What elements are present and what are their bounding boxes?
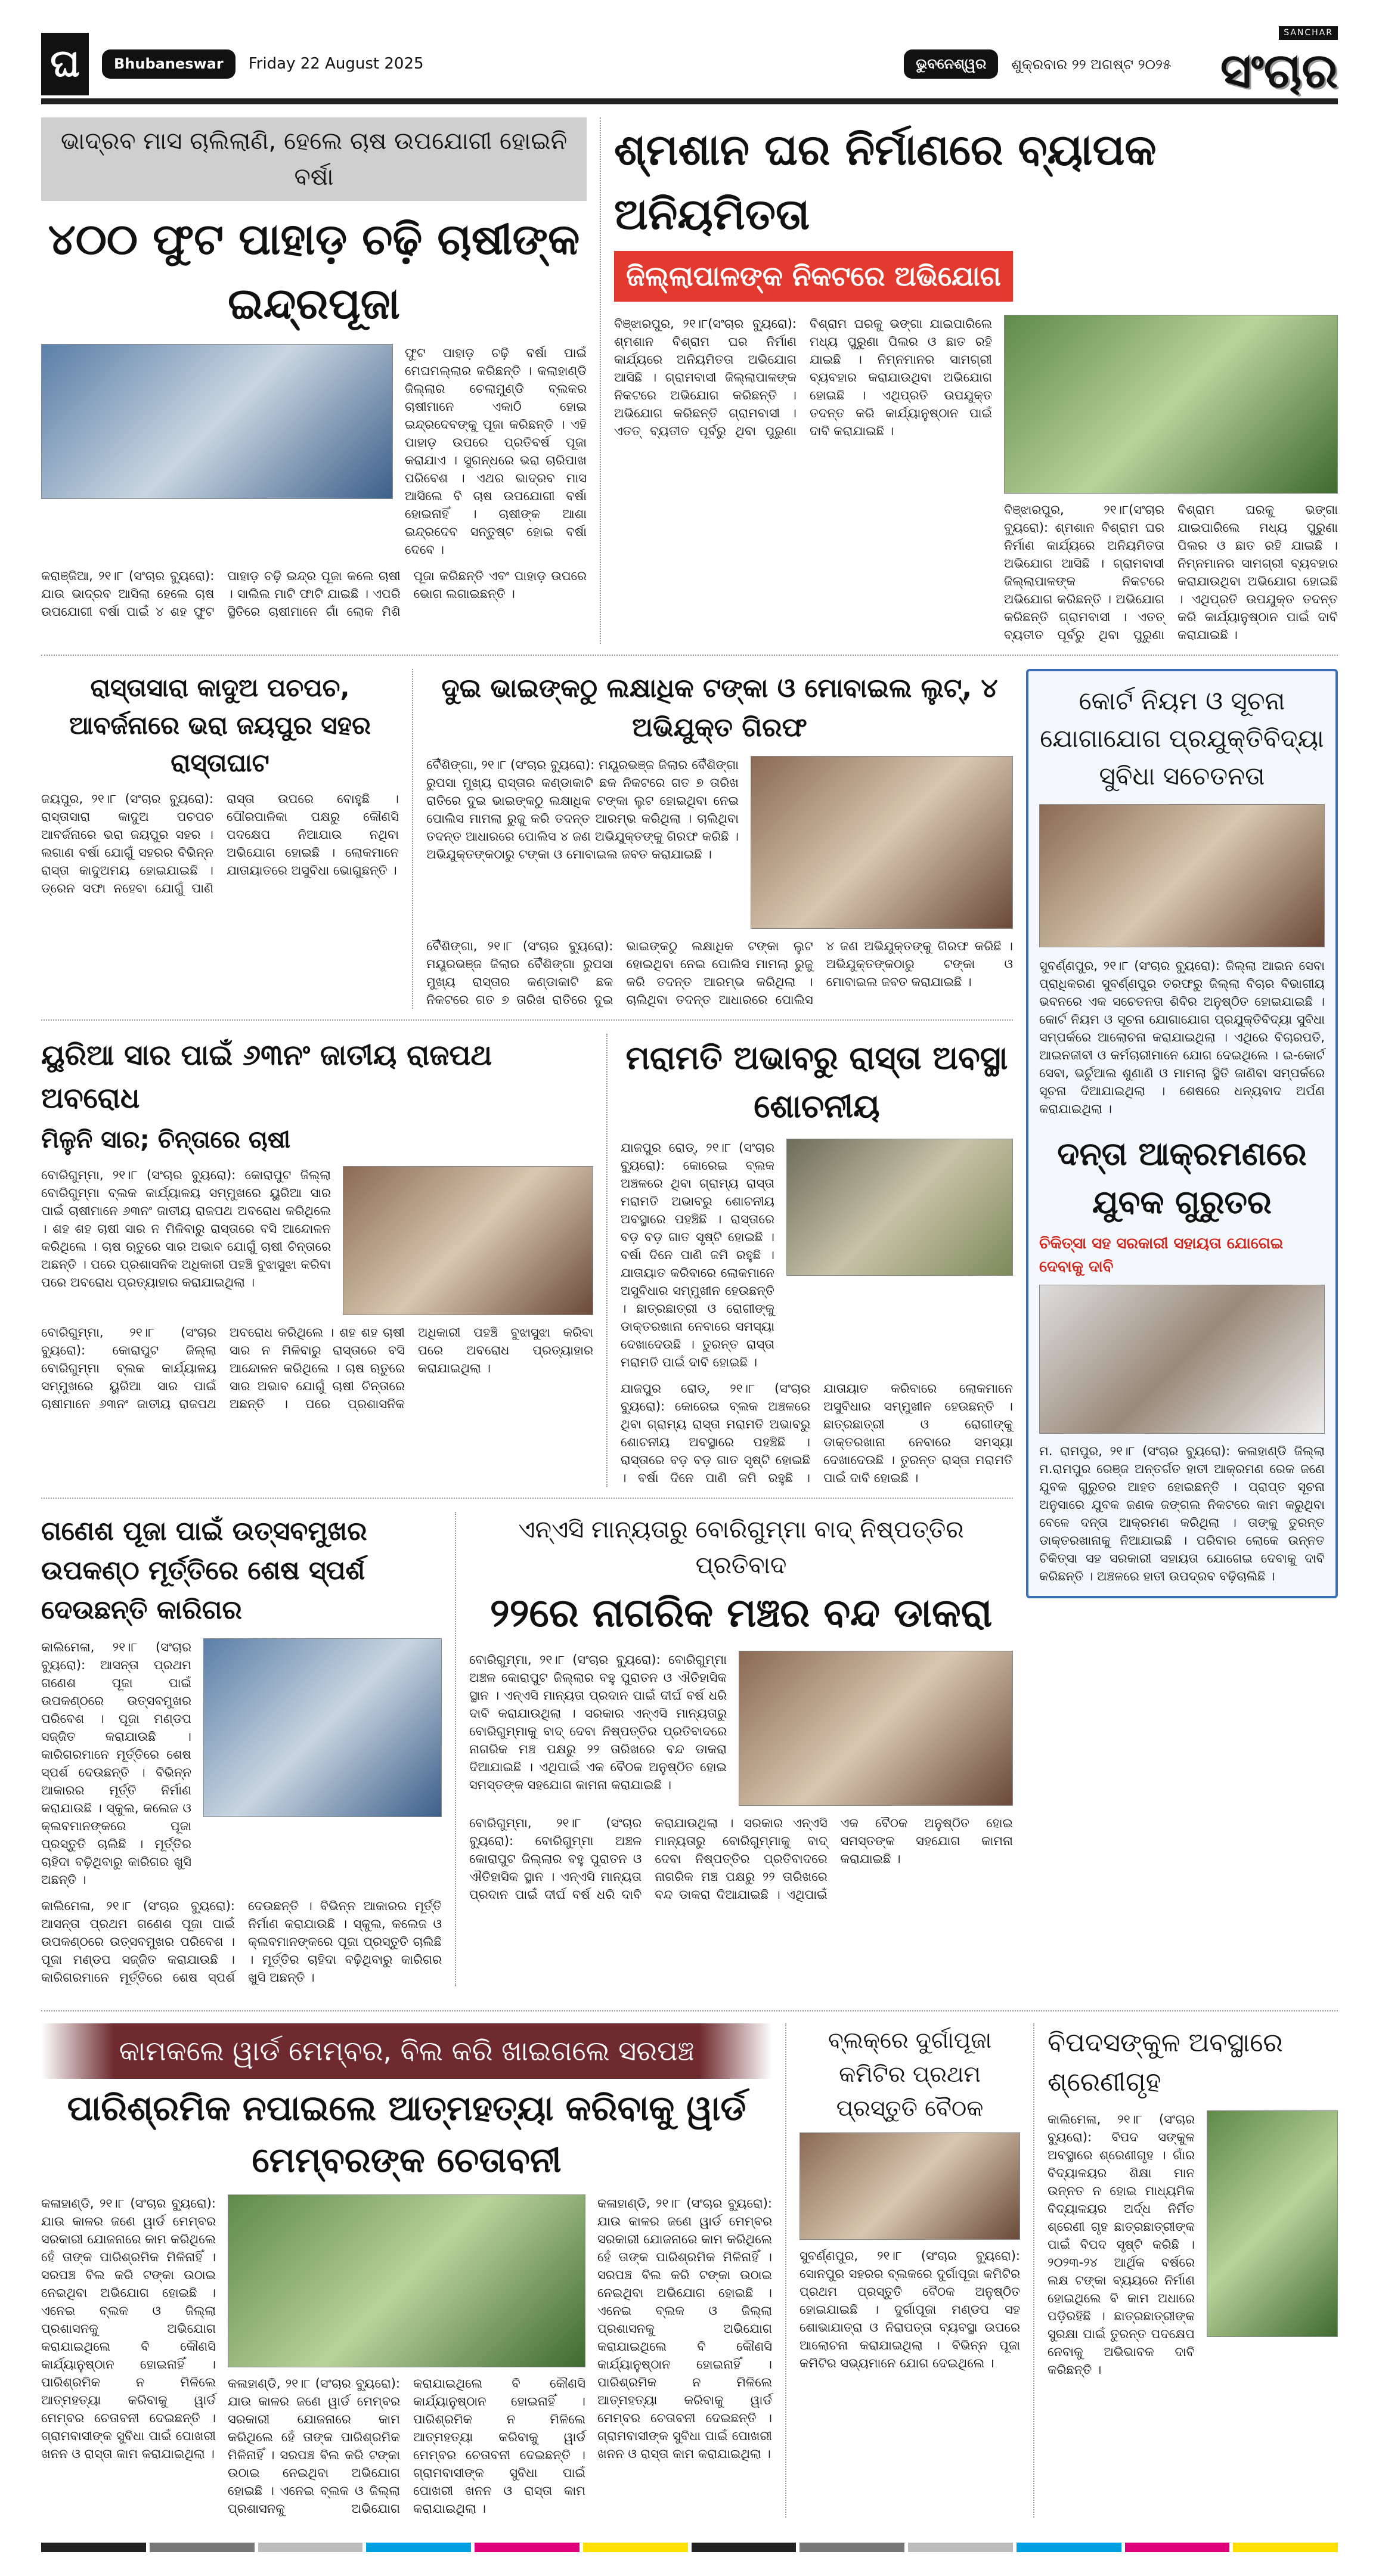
- row-2: [41, 669, 1013, 1021]
- story-ganesh: [41, 1512, 442, 1986]
- story-body: ବିଞ୍ଝାରପୁର, ୨୧।୮(ସଂଚାର ବ୍ୟୁରୋ): ଶ୍ମଶାନ ବିଶ୍ରାମ ଘର ନିର୍ମାଣ କାର୍ଯ୍ୟରେ ଅନିୟମିତତା ଅଭିଯୋଗ ଆସିଛି । ଗ୍ରାମବାସୀ ଜିଲ୍ଲାପାଳଙ୍କ ନିକଟରେ ଅଭିଯୋଗ କରିଛନ୍ତି । ଅଭିଯୋଗ କରିଛନ୍ତି ଗ୍ରାମବାସୀ । ଏତତ୍ ବ୍ୟତୀତ ପୂର୍ବରୁ ଥିବା ପୁରୁଣା ବିଶ୍ରାମ ଘରକୁ ଭଙ୍ଗା ଯାଇପାରିଲେ ମଧ୍ୟ ପୁରୁଣା ପିଲର ଓ ଛାତ ରହି ଯାଇଛି । ନିମ୍ନମାନର ସାମଗ୍ରୀ ବ୍ୟବହାର କରାଯାଉଥିବା ଅଭିଯୋଗ ହୋଇଛି । ଏଥିପ୍ରତି ଉପଯୁକ୍ତ ତଦନ୍ତ କରି କାର୍ଯ୍ୟାନୁଷ୍ଠାନ ପାଇଁ ଦାବି କରାଯାଇଛି ।: [614, 317, 992, 438]
- court-awareness-photo: [1039, 804, 1325, 947]
- middle-section: [41, 656, 1338, 1997]
- ganesh-idol-photo: [203, 1638, 442, 1817]
- story-body: ଯାଜପୁର ରୋଡ୍, ୨୧।୮ (ସଂଚାର ବ୍ୟୁରୋ): କୋରେଇ ବ୍ଲକ ଅଞ୍ଚଳରେ ଥିବା ଗ୍ରାମ୍ୟ ରାସ୍ତା ମରାମତି ଅଭାବରୁ ଶୋଚନୀୟ ଅବସ୍ଥାରେ ପହଞ୍ଚିଛି । ରାସ୍ତାରେ ବଡ଼ ବଡ଼ ଗାତ ସୃଷ୍ଟି ହୋଇଛି । ବର୍ଷା ଦିନେ ପାଣି ଜମି ରହୁଛି । ଯାତାୟାତ କରିବାରେ ଲୋକମାନେ ଅସୁବିଧାର ସମ୍ମୁଖୀନ ହେଉଛନ୍ତି । ଛାତ୍ରଛାତ୍ରୀ ଓ ରୋଗୀଙ୍କୁ ଡାକ୍ତରଖାନା ନେବାରେ ସମସ୍ୟା ଦେଖାଦେଉଛି । ତୁରନ୍ତ ରାସ୍ତା ମରାମତି ପାଇଁ ଦାବି ହୋଇଛି ।: [621, 1140, 774, 1369]
- kicker: ଭାଦ୍ରବ ମାସ ଚାଲିଲାଣି, ହେଲେ ଚାଷ ଉପଯୋଗୀ ହୋଇନି ବର୍ଷା: [41, 117, 587, 201]
- subhead: ଚିକିତ୍ସା ସହ ସରକାରୀ ସହାୟତା ଯୋଗେଇ ଦେବାକୁ ଦାବି: [1039, 1235, 1284, 1276]
- masthead: [41, 27, 1338, 104]
- story-body: ସୁବର୍ଣ୍ଣପୁର, ୨୧।୮ (ସଂଚାର ବ୍ୟୁରୋ): ସୋନପୁର ସହରର ବ୍ଲକରେ ଦୁର୍ଗାପୂଜା କମିଟିର ପ୍ରଥମ ପ୍ରସ୍ତୁତି ବୈଠକ ଅନୁଷ୍ଠିତ ହୋଇଯାଇଛି । ଦୁର୍ଗାପୂଜା ମଣ୍ଡପ ସହ ଶୋଭାଯାତ୍ରା ଓ ନିରାପତ୍ତା ବ୍ୟବସ୍ଥା ଉପରେ ଆଲୋଚନା କରାଯାଇଥିଲା । ବିଭିନ୍ନ ପୂଜା କମିଟିର ସଭ୍ୟମାନେ ଯୋଗ ଦେଇଥିଲେ ।: [799, 2249, 1020, 2370]
- story-body: ଫୁଟ ପାହାଡ଼ ଚଢ଼ି ବର୍ଷା ପାଇଁ ମେଘମଲ୍ଲାର କରିଛନ୍ତି । କଲାହାଣ୍ଡି ଜିଲ୍ଲାର ଚେଲାମୁଣ୍ଡି ବ୍ଲକର ଚାଷୀମାନେ ଏକାଠି ହୋଇ ଇନ୍ଦ୍ରଦେବଙ୍କୁ ପୂଜା କରିଛନ୍ତି । ଏହି ପାହାଡ଼ ଉପରେ ପ୍ରତିବର୍ଷ ପୂଜା କରାଯାଏ । ସୁଗନ୍ଧରେ ଭରା ଚାରିପାଖ ପରିବେଶ । ଏଥର ଭାଦ୍ରବ ମାସ ଆସିଲେ ବି ଚାଷ ଉପଯୋଗୀ ବର୍ଷା ହୋଇନାହିଁ । ଚାଷୀଙ୍କ ଆଶା ଇନ୍ଦ୍ରଦେବ ସନ୍ତୁଷ୍ଟ ହୋଇ ବର୍ଷା ଦେବେ ।: [405, 346, 587, 557]
- crematorium-photo: [1004, 315, 1338, 494]
- logo-block: [1220, 26, 1338, 103]
- police-arrest-photo: [751, 756, 1013, 929]
- date-en: Friday 22 August 2025: [248, 55, 424, 73]
- story-durga: [785, 2023, 1020, 2518]
- story-loot: [412, 669, 1013, 1009]
- story-road: [606, 1034, 1013, 1487]
- headline: ପାରିଶ୍ରମିକ ନପାଇଲେ ଆତ୍ମହତ୍ୟା କରିବାକୁ ୱାର୍ଡ ମେମ୍ବରଙ୍କ ଚେତାବନୀ: [67, 2088, 746, 2180]
- pond-photo: [228, 2194, 585, 2367]
- kicker: କାମକଲେ ୱାର୍ଡ ମେମ୍ବର, ବିଲ କରି ଖାଇଗଲେ ସରପଞ୍ଚ: [41, 2023, 772, 2079]
- story-nac: [455, 1512, 1013, 1986]
- edition-city-or: ଭୁବନେଶ୍ୱର: [904, 49, 998, 79]
- story-shmashan: [600, 117, 1338, 644]
- story-body: କାଲିମେଳା, ୨୧।୮ (ସଂଚାର ବ୍ୟୁରୋ): ବିପଦ ସଙ୍କୁଳ ଅବସ୍ଥାରେ ଶ୍ରେଣୀଗୃହ । ଗାଁର ବିଦ୍ୟାଳୟର ଶିକ୍ଷା ମାନ ଉନ୍ନତ ନ ହୋଇ ମାଧ୍ୟମିକ ବିଦ୍ୟାଳୟର ଅର୍ଦ୍ଧ ନିର୍ମିତ ଶ୍ରେଣୀ ଗୃହ ଛାତ୍ରଛାତ୍ରୀଙ୍କ ପାଇଁ ବିପଦ ସୃଷ୍ଟି କରିଛି । ୨୦୨୩-୨୪ ଆର୍ଥିକ ବର୍ଷରେ ଲକ୍ଷ ଟଙ୍କା ବ୍ୟୟରେ ନିର୍ମାଣ ହୋଇଥିଲେ ବି କାମ ଅଧାରେ ପଡ଼ିରହିଛି । ଛାତ୍ରଛାତ୍ରୀଙ୍କ ସୁରକ୍ଷା ପାଇଁ ତୁରନ୍ତ ପଦକ୍ଷେପ ନେବାକୁ ଅଭିଭାବକ ଦାବି କରିଛନ୍ତି ।: [1048, 2112, 1195, 2377]
- story-body: ବୈଁଶିଙ୍ଗା, ୨୧।୮ (ସଂଚାର ବ୍ୟୁରୋ): ମୟୂରଭଞ୍ଜ ଜିଲାର ବୈଁଶିଙ୍ଗା ରୁପସା ମୁଖ୍ୟ ରାସ୍ତାର କଣ୍ଡାକାଟି ଛକ ନିକଟରେ ଗତ ୭ ତାରିଖ ରାତିରେ ଦୁଇ ଭାଇଙ୍କଠୁ ଲକ୍ଷାଧିକ ଟଙ୍କା ଲୁଟ ହୋଇଥିବା ନେଇ ପୋଲିସ ମାମଲା ରୁଜୁ କରି ତଦନ୍ତ ଆରମ୍ଭ କରିଥିଲା । ଚାଲିଥିବା ତଦନ୍ତ ଆଧାରରେ ପୋଲିସ ୪ ଜଣ ଅଭିଯୁକ୍ତଙ୍କୁ ଗିରଫ କରିଛି । ଅଭିଯୁକ୍ତଙ୍କଠାରୁ ଟଙ୍କା ଓ ମୋବାଇଲ ଜବତ କରାଯାଇଛି ।: [426, 939, 1013, 1007]
- subhead: ଜିଲ୍ଲାପାଳଙ୍କ ନିକଟରେ ଅଭିଯୋଗ: [614, 251, 1013, 302]
- story-body: କାଲିମେଳା, ୨୧।୮ (ସଂଚାର ବ୍ୟୁରୋ): ଆସନ୍ତା ପ୍ରଥମ ଗଣେଶ ପୂଜା ପାଇଁ ଉପକଣ୍ଠରେ ଉତ୍ସବମୁଖର ପରିବେଶ । ପୂଜା ମଣ୍ଡପ ସଜ୍ଜିତ କରାଯାଉଛି । କାରିଗରମାନେ ମୂର୍ତ୍ତିରେ ଶେଷ ସ୍ପର୍ଶ ଦେଉଛନ୍ତି । ବିଭିନ୍ନ ଆକାରର ମୂର୍ତ୍ତି ନିର୍ମାଣ କରାଯାଉଛି । ସ୍କୁଲ, କଲେଜ ଓ କ୍ଲବମାନଙ୍କରେ ପୂଜା ପ୍ରସ୍ତୁତି ଚାଲିଛି । ମୂର୍ତ୍ତିର ଚାହିଦା ବଢ଼ିଥିବାରୁ କାରିଗର ଖୁସି ଅଛନ୍ତି ।: [41, 1640, 191, 1887]
- durga-meeting-photo: [799, 2132, 1020, 2240]
- headline: ରାସ୍ତାସାରା କାଦୁଅ ପଚପଚ, ଆବର୍ଜନାରେ ଭରା ଜୟପୁର ସହର ରାସ୍ତାଘାଟ: [69, 673, 371, 777]
- story-urea: [41, 1034, 593, 1487]
- story-body: ବୈଁଶିଙ୍ଗା, ୨୧।୮ (ସଂଚାର ବ୍ୟୁରୋ): ମୟୂରଭଞ୍ଜ ଜିଲାର ବୈଁଶିଙ୍ଗା ରୁପସା ମୁଖ୍ୟ ରାସ୍ତାର କଣ୍ଡାକାଟି ଛକ ନିକଟରେ ଗତ ୭ ତାରିଖ ରାତିରେ ଦୁଇ ଭାଇଙ୍କଠୁ ଲକ୍ଷାଧିକ ଟଙ୍କା ଲୁଟ ହୋଇଥିବା ନେଇ ପୋଲିସ ମାମଲା ରୁଜୁ କରି ତଦନ୍ତ ଆରମ୍ଭ କରିଥିଲା । ଚାଲିଥିବା ତଦନ୍ତ ଆଧାରରେ ପୋଲିସ ୪ ଜଣ ଅଭିଯୁକ୍ତଙ୍କୁ ଗିରଫ କରିଛି । ଅଭିଯୁକ୍ତଙ୍କଠାରୁ ଟଙ୍କା ଓ ମୋବାଇଲ ଜବତ କରାଯାଇଛି ।: [426, 758, 739, 861]
- headline: ୪୦୦ ଫୁଟ ପାହାଡ଼ ଚଢ଼ି ଚାଷୀଙ୍କ ଇନ୍ଦ୍ରପୂଜା: [48, 214, 580, 328]
- headline: ବିପଦସଙ୍କୁଳ ଅବସ୍ଥାରେ ଶ୍ରେଣୀଗୃହ: [1048, 2028, 1283, 2097]
- headline: ଗଣେଶ ପୂଜା ପାଇଁ ଉତ୍ସବମୁଖର ଉପକଣ୍ଠ ମୂର୍ତ୍ତିରେ ଶେଷ ସ୍ପର୍ଶ ଦେଉଛନ୍ତି କାରିଗର: [41, 1516, 367, 1625]
- farmers-puja-photo: [41, 344, 393, 499]
- story-body: ଯାଜପୁର ରୋଡ୍, ୨୧।୮ (ସଂଚାର ବ୍ୟୁରୋ): କୋରେଇ ବ୍ଲକ ଅଞ୍ଚଳରେ ଥିବା ଗ୍ରାମ୍ୟ ରାସ୍ତା ମରାମତି ଅଭାବରୁ ଶୋଚନୀୟ ଅବସ୍ଥାରେ ପହଞ୍ଚିଛି । ରାସ୍ତାରେ ବଡ଼ ବଡ଼ ଗାତ ସୃଷ୍ଟି ହୋଇଛି । ବର୍ଷା ଦିନେ ପାଣି ଜମି ରହୁଛି । ଯାତାୟାତ କରିବାରେ ଲୋକମାନେ ଅସୁବିଧାର ସମ୍ମୁଖୀନ ହେଉଛନ୍ତି । ଛାତ୍ରଛାତ୍ରୀ ଓ ରୋଗୀଙ୍କୁ ଡାକ୍ତରଖାନା ନେବାରେ ସମସ୍ୟା ଦେଖାଦେଉଛି । ତୁରନ୍ତ ରାସ୍ତା ମରାମତି ପାଇଁ ଦାବି ହୋଇଛି ।: [621, 1381, 1013, 1485]
- kicker: ଏନ୍ଏସି ମାନ୍ୟତାରୁ ବୋରିଗୁମ୍ମା ବାଦ୍ ନିଷ୍ପତ୍ତିର ପ୍ରତିବାଦ: [518, 1516, 964, 1579]
- story-indrapuja: [41, 117, 587, 644]
- headline: ବ୍ଲକ୍‌ରେ ଦୁର୍ଗାପୂଜା କମିଟିର ପ୍ରଥମ ପ୍ରସ୍ତୁତି ବୈଠକ: [828, 2027, 992, 2121]
- headline: ଦୁଇ ଭାଇଙ୍କଠୁ ଲକ୍ଷାଧିକ ଟଙ୍କା ଓ ମୋବାଇଲ ଲୁଟ୍, ୪ ଅଭିଯୁକ୍ତ ଗିରଫ: [441, 673, 998, 743]
- sanchar-logo: ସଂଚାର: [1220, 43, 1338, 99]
- story-body: ମ. ରାମପୁର, ୨୧।୮ (ସଂଚାର ବ୍ୟୁରୋ): କଳାହାଣ୍ଡି ଜିଲ୍ଲା ମ.ରାମପୁର ରେଞ୍ଜ ଅନ୍ତର୍ଗତ ହାତୀ ଆକ୍ରମଣ ରେକ ଜଣେ ଯୁବକ ଗୁରୁତର ଆହତ ହୋଇଛନ୍ତି । ପ୍ରାପ୍ତ ସୂଚନା ଅନୁସାରେ ଯୁବକ ଜଣକ ଜଙ୍ଗଲ ନିକଟରେ କାମ କରୁଥିବା ବେଳେ ଦନ୍ତା ଆକ୍ରମଣ କରିଥିଲା । ତାଙ୍କୁ ତୁରନ୍ତ ଡାକ୍ତରଖାନାକୁ ନିଆଯାଇଛି । ପରିବାର ଲୋକେ ଉନ୍ନତ ଚିକିତ୍ସା ସହ ସରକାରୀ ସହାୟତା ଯୋଗେଇ ଦେବାକୁ ଦାବି କରିଛନ୍ତି । ଅଞ୍ଚଳରେ ହାତୀ ଉପଦ୍ରବ ବଢ଼ିଚାଲିଛି ।: [1039, 1444, 1325, 1583]
- road-blockade-photo: [343, 1166, 593, 1315]
- story-ward-member: [41, 2023, 772, 2518]
- headline: ଶ୍ମଶାନ ଘର ନିର୍ମାଣରେ ବ୍ୟାପକ ଅନିୟମିତତା: [614, 125, 1157, 239]
- story-body: ବୋରିଗୁମ୍ମା, ୨୧।୮ (ସଂଚାର ବ୍ୟୁରୋ): କୋରାପୁଟ ଜିଲ୍ଲା ବୋରିଗୁମ୍ମା ବ୍ଲକ କାର୍ଯ୍ୟାଳୟ ସମ୍ମୁଖରେ ୟୁରିଆ ସାର ପାଇଁ ଚାଷୀମାନେ ୬୩ନଂ ଜାତୀୟ ରାଜପଥ ଅବରୋଧ କରିଥିଲେ । ଶହ ଶହ ଚାଷୀ ସାର ନ ମିଳିବାରୁ ରାସ୍ତାରେ ବସି ଆନ୍ଦୋଳନ କରିଥିଲେ । ଚାଷ ଋତୁରେ ସାର ଅଭାବ ଯୋଗୁଁ ଚାଷୀ ଚିନ୍ତାରେ ଅଛନ୍ତି । ପରେ ପ୍ରଶାସନିକ ଅଧିକାରୀ ପହଞ୍ଚି ବୁଝାସୁଝା କରିବା ପରେ ଅବରୋଧ ପ୍ରତ୍ୟାହାର କରାଯାଇଥିଲା ।: [41, 1168, 331, 1289]
- story-body: ବୋରିଗୁମ୍ମା, ୨୧।୮ (ସଂଚାର ବ୍ୟୁରୋ): ବୋରିଗୁମ୍ମା ଅଞ୍ଚଳ କୋରାପୁଟ ଜିଲ୍ଲାର ବହୁ ପୁରାତନ ଓ ଐତିହାସିକ ସ୍ଥାନ । ଏନ୍ଏସି ମାନ୍ୟତା ପ୍ରଦାନ ପାଇଁ ଦୀର୍ଘ ବର୍ଷ ଧରି ଦାବି କରାଯାଉଥିଲା । ସରକାର ଏନ୍ଏସି ମାନ୍ୟତାରୁ ବୋରିଗୁମ୍ମାକୁ ବାଦ୍ ଦେବା ନିଷ୍ପତ୍ତିର ପ୍ରତିବାଦରେ ନାଗରିକ ମଞ୍ଚ ପକ୍ଷରୁ ୨୨ ତାରିଖରେ ବନ୍ଦ ଡାକରା ଦିଆଯାଇଛି । ଏଥିପାଇଁ ଏକ ବୈଠକ ଅନୁଷ୍ଠିତ ହୋଇ ସମସ୍ତଙ୍କ ସହଯୋଗ କାମନା କରାଯାଇଛି ।: [469, 1653, 727, 1792]
- story-body: ବିଞ୍ଝାରପୁର, ୨୧।୮(ସଂଚାର ବ୍ୟୁରୋ): ଶ୍ମଶାନ ବିଶ୍ରାମ ଘର ନିର୍ମାଣ କାର୍ଯ୍ୟରେ ଅନିୟମିତତା ଅଭିଯୋଗ ଆସିଛି । ଗ୍ରାମବାସୀ ଜିଲ୍ଲାପାଳଙ୍କ ନିକଟରେ ଅଭିଯୋଗ କରିଛନ୍ତି । ଅଭିଯୋଗ କରିଛନ୍ତି ଗ୍ରାମବାସୀ । ଏତତ୍ ବ୍ୟତୀତ ପୂର୍ବରୁ ଥିବା ପୁରୁଣା ବିଶ୍ରାମ ଘରକୁ ଭଙ୍ଗା ଯାଇପାରିଲେ ମଧ୍ୟ ପୁରୁଣା ପିଲର ଓ ଛାତ ରହି ଯାଇଛି । ନିମ୍ନମାନର ସାମଗ୍ରୀ ବ୍ୟବହାର କରାଯାଉଥିବା ଅଭିଯୋଗ ହୋଇଛି । ଏଥିପ୍ରତି ଉପଯୁକ୍ତ ତଦନ୍ତ କରି କାର୍ଯ୍ୟାନୁଷ୍ଠାନ ପାଇଁ ଦାବି କରାଯାଇଛି ।: [1004, 503, 1338, 642]
- story-body: ଜୟପୁର, ୨୧।୮ (ସଂଚାର ବ୍ୟୁରୋ): ରାସ୍ତାସାରା କାଦୁଅ ପଚପଚ ଆବର୍ଜନାରେ ଭରା ଜୟପୁର ସହର । ଲଗାଣ ବର୍ଷା ଯୋଗୁଁ ସହରର ବିଭିନ୍ନ ରାସ୍ତା କାଦୁଅମୟ ହୋଇଯାଇଛି । ଡ୍ରେନ ସଫା ନହେବା ଯୋଗୁଁ ପାଣି ରାସ୍ତା ଉପରେ ବୋହୁଛି । ପୌରପାଳିକା ପକ୍ଷରୁ କୌଣସି ପଦକ୍ଷେପ ନିଆଯାଉ ନଥିବା ଅଭିଯୋଗ ହୋଇଛି । ଲୋକମାନେ ଯାତାୟାତରେ ଅସୁବିଧା ଭୋଗୁଛନ୍ତି ।: [41, 792, 399, 895]
- headline: କୋର୍ଟ ନିୟମ ଓ ସୂଚନା ଯୋଗାଯୋଗ ପ୍ରଯୁକ୍ତିବିଦ୍ୟା ସୁବିଧା ସଚେତନତା: [1040, 686, 1324, 791]
- page-letter: ଘ: [41, 33, 89, 95]
- story-body: କଳାହାଣ୍ଡି, ୨୧।୮ (ସଂଚାର ବ୍ୟୁରୋ): ଯାଉ କାଳର ଜଣେ ୱାର୍ଡ ମେମ୍ବର ସରକାରୀ ଯୋଜନାରେ କାମ କରିଥିଲେ ହେଁ ତାଙ୍କ ପାରିଶ୍ରମିକ ମିଳିନାହିଁ । ସରପଞ୍ଚ ବିଲ କରି ଟଙ୍କା ଉଠାଇ ନେଇଥିବା ଅଭିଯୋଗ ହୋଇଛି । ଏନେଇ ବ୍ଲକ ଓ ଜିଲ୍ଲା ପ୍ରଶାସନକୁ ଅଭିଯୋଗ କରାଯାଇଥିଲେ ବି କୌଣସି କାର୍ଯ୍ୟାନୁଷ୍ଠାନ ହୋଇନାହିଁ । ପାରିଶ୍ରମିକ ନ ମିଳିଲେ ଆତ୍ମହତ୍ୟା କରିବାକୁ ୱାର୍ଡ ମେମ୍ବର ଚେତାବନୀ ଦେଇଛନ୍ତି । ଗ୍ରାମବାସୀଙ୍କ ସୁବିଧା ପାଇଁ ପୋଖରୀ ଖନନ ଓ ରାସ୍ତା କାମ କରାଯାଇଥିଲା ।: [41, 2196, 216, 2461]
- story-body: କରାଞ୍ଜିଆ, ୨୧।୮ (ସଂଚାର ବ୍ୟୁରୋ): ଯାଉ ଭାଦ୍ରବ ଆସିଲା ହେଲେ ଚାଷ ଉପଯୋଗୀ ବର୍ଷା ପାଇଁ ୪ ଶହ ଫୁଟ ପାହାଡ଼ ଚଢ଼ି ଇନ୍ଦ୍ର ପୂଜା କଲେ ଚାଷୀ । ସାଲିଲ ମାଟି ଫାଟି ଯାଇଛି । ଏପରି ସ୍ଥିତିରେ ଚାଷୀମାନେ ଗାଁ ଲୋକ ମିଶି ପୂଜା କରିଛନ୍ତି ଏବଂ ପାହାଡ଼ ଉପରେ ଭୋଗ ଲଗାଇଛନ୍ତି ।: [41, 569, 587, 619]
- classroom-building-photo: [1207, 2110, 1338, 2337]
- row-5: [41, 2010, 1338, 2528]
- print-color-bar: [41, 2543, 1338, 2552]
- right-column: [1026, 669, 1338, 1997]
- damaged-road-photo: [786, 1139, 1013, 1276]
- row-3: [41, 1034, 1013, 1499]
- story-school: [1033, 2023, 1338, 2518]
- sidebar-box: [1026, 669, 1338, 1598]
- row-4: [41, 1512, 1013, 1997]
- date-or: ଶୁକ୍ରବାର ୨୨ ଅଗଷ୍ଟ ୨୦୨୫: [1011, 55, 1172, 73]
- injured-youth-photo: [1039, 1285, 1325, 1434]
- row-1: [41, 117, 1338, 656]
- headline: ୨୨ରେ ନାଗରିକ ମଞ୍ଚର ବନ୍ଦ ଡାକରା: [489, 1590, 993, 1636]
- headline: ୟୁରିଆ ସାର ପାଇଁ ୬୩ନଂ ଜାତୀୟ ରାଜପଥ ଅବରୋଧ: [41, 1039, 492, 1115]
- story-jeypore: [41, 669, 399, 1009]
- story-body: କାଲିମେଳା, ୨୧।୮ (ସଂଚାର ବ୍ୟୁରୋ): ଆସନ୍ତା ପ୍ରଥମ ଗଣେଶ ପୂଜା ପାଇଁ ଉପକଣ୍ଠରେ ଉତ୍ସବମୁଖର ପରିବେଶ । ପୂଜା ମଣ୍ଡପ ସଜ୍ଜିତ କରାଯାଉଛି । କାରିଗରମାନେ ମୂର୍ତ୍ତିରେ ଶେଷ ସ୍ପର୍ଶ ଦେଉଛନ୍ତି । ବିଭିନ୍ନ ଆକାରର ମୂର୍ତ୍ତି ନିର୍ମାଣ କରାଯାଉଛି । ସ୍କୁଲ, କଲେଜ ଓ କ୍ଲବମାନଙ୍କରେ ପୂଜା ପ୍ରସ୍ତୁତି ଚାଲିଛି । ମୂର୍ତ୍ତିର ଚାହିଦା ବଢ଼ିଥିବାରୁ କାରିଗର ଖୁସି ଅଛନ୍ତି ।: [41, 1899, 442, 1985]
- story-body: କଳାହାଣ୍ଡି, ୨୧।୮ (ସଂଚାର ବ୍ୟୁରୋ): ଯାଉ କାଳର ଜଣେ ୱାର୍ଡ ମେମ୍ବର ସରକାରୀ ଯୋଜନାରେ କାମ କରିଥିଲେ ହେଁ ତାଙ୍କ ପାରିଶ୍ରମିକ ମିଳିନାହିଁ । ସରପଞ୍ଚ ବିଲ କରି ଟଙ୍କା ଉଠାଇ ନେଇଥିବା ଅଭିଯୋଗ ହୋଇଛି । ଏନେଇ ବ୍ଲକ ଓ ଜିଲ୍ଲା ପ୍ରଶାସନକୁ ଅଭିଯୋଗ କରାଯାଇଥିଲେ ବି କୌଣସି କାର୍ଯ୍ୟାନୁଷ୍ଠାନ ହୋଇନାହିଁ । ପାରିଶ୍ରମିକ ନ ମିଳିଲେ ଆତ୍ମହତ୍ୟା କରିବାକୁ ୱାର୍ଡ ମେମ୍ବର ଚେତାବନୀ ଦେଇଛନ୍ତି । ଗ୍ରାମବାସୀଙ୍କ ସୁବିଧା ପାଇଁ ପୋଖରୀ ଖନନ ଓ ରାସ୍ତା କାମ କରାଯାଇଥିଲା ।: [597, 2196, 772, 2461]
- story-body: କଳାହାଣ୍ଡି, ୨୧।୮ (ସଂଚାର ବ୍ୟୁରୋ): ଯାଉ କାଳର ଜଣେ ୱାର୍ଡ ମେମ୍ବର ସରକାରୀ ଯୋଜନାରେ କାମ କରିଥିଲେ ହେଁ ତାଙ୍କ ପାରିଶ୍ରମିକ ମିଳିନାହିଁ । ସରପଞ୍ଚ ବିଲ କରି ଟଙ୍କା ଉଠାଇ ନେଇଥିବା ଅଭିଯୋଗ ହୋଇଛି । ଏନେଇ ବ୍ଲକ ଓ ଜିଲ୍ଲା ପ୍ରଶାସନକୁ ଅଭିଯୋଗ କରାଯାଇଥିଲେ ବି କୌଣସି କାର୍ଯ୍ୟାନୁଷ୍ଠାନ ହୋଇନାହିଁ । ପାରିଶ୍ରମିକ ନ ମିଳିଲେ ଆତ୍ମହତ୍ୟା କରିବାକୁ ୱାର୍ଡ ମେମ୍ବର ଚେତାବନୀ ଦେଇଛନ୍ତି । ଗ୍ରାମବାସୀଙ୍କ ସୁବିଧା ପାଇଁ ପୋଖରୀ ଖନନ ଓ ରାସ୍ତା କାମ କରାଯାଇଥିଲା ।: [228, 2376, 585, 2516]
- headline: ଦନ୍ତା ଆକ୍ରମଣରେ ଯୁବକ ଗୁରୁତର: [1057, 1135, 1307, 1221]
- subhead: ମିଳୁନି ସାର; ଚିନ୍ତାରେ ଚାଷୀ: [41, 1126, 290, 1154]
- edition-city-en: Bhubaneswar: [102, 49, 235, 79]
- story-body: ବୋରିଗୁମ୍ମା, ୨୧।୮ (ସଂଚାର ବ୍ୟୁରୋ): କୋରାପୁଟ ଜିଲ୍ଲା ବୋରିଗୁମ୍ମା ବ୍ଲକ କାର୍ଯ୍ୟାଳୟ ସମ୍ମୁଖରେ ୟୁରିଆ ସାର ପାଇଁ ଚାଷୀମାନେ ୬୩ନଂ ଜାତୀୟ ରାଜପଥ ଅବରୋଧ କରିଥିଲେ । ଶହ ଶହ ଚାଷୀ ସାର ନ ମିଳିବାରୁ ରାସ୍ତାରେ ବସି ଆନ୍ଦୋଳନ କରିଥିଲେ । ଚାଷ ଋତୁରେ ସାର ଅଭାବ ଯୋଗୁଁ ଚାଷୀ ଚିନ୍ତାରେ ଅଛନ୍ତି । ପରେ ପ୍ରଶାସନିକ ଅଧିକାରୀ ପହଞ୍ଚି ବୁଝାସୁଝା କରିବା ପରେ ଅବରୋଧ ପ୍ରତ୍ୟାହାର କରାଯାଇଥିଲା ।: [41, 1325, 593, 1411]
- headline: ମରାମତି ଅଭାବରୁ ରାସ୍ତା ଅବସ୍ଥା ଶୋଚନୀୟ: [625, 1039, 1008, 1125]
- left-columns: [41, 656, 1013, 1997]
- story-body: ବୋରିଗୁମ୍ମା, ୨୧।୮ (ସଂଚାର ବ୍ୟୁରୋ): ବୋରିଗୁମ୍ମା ଅଞ୍ଚଳ କୋରାପୁଟ ଜିଲ୍ଲାର ବହୁ ପୁରାତନ ଓ ଐତିହାସିକ ସ୍ଥାନ । ଏନ୍ଏସି ମାନ୍ୟତା ପ୍ରଦାନ ପାଇଁ ଦୀର୍ଘ ବର୍ଷ ଧରି ଦାବି କରାଯାଉଥିଲା । ସରକାର ଏନ୍ଏସି ମାନ୍ୟତାରୁ ବୋରିଗୁମ୍ମାକୁ ବାଦ୍ ଦେବା ନିଷ୍ପତ୍ତିର ପ୍ରତିବାଦରେ ନାଗରିକ ମଞ୍ଚ ପକ୍ଷରୁ ୨୨ ତାରିଖରେ ବନ୍ଦ ଡାକରା ଦିଆଯାଇଛି । ଏଥିପାଇଁ ଏକ ବୈଠକ ଅନୁଷ୍ଠିତ ହୋଇ ସମସ୍ତଙ୍କ ସହଯୋଗ କାମନା କରାଯାଇଛି ।: [469, 1816, 1013, 1902]
- logo-tag: SANCHAR: [1279, 26, 1338, 41]
- story-body: ସୁବର୍ଣ୍ଣପୁର, ୨୧।୮ (ସଂଚାର ବ୍ୟୁରୋ): ଜିଲ୍ଲା ଆଇନ ସେବା ପ୍ରାଧିକରଣ ସୁବର୍ଣ୍ଣପୁର ତରଫରୁ ଜିଲ୍ଲା ବିଚାର ବିଭାଗୀୟ ଭବନରେ ଏକ ସଚେତନତା ଶିବିର ଅନୁଷ୍ଠିତ ହୋଇଯାଇଛି । କୋର୍ଟ ନିୟମ ଓ ସୂଚନା ଯୋଗାଯୋଗ ପ୍ରଯୁକ୍ତିବିଦ୍ୟା ସୁବିଧା ସମ୍ପର୍କରେ ଆଲୋଚନା କରାଯାଇଥିଲା । ଏଥିରେ ବିଚାରପତି, ଆଇନଜୀବୀ ଓ କର୍ମଚାରୀମାନେ ଯୋଗ ଦେଇଥିଲେ । ଇ-କୋର୍ଟ ସେବା, ଭର୍ଚୁଆଲ ଶୁଣାଣି ଓ ମାମଲା ସ୍ଥିତି ଜାଣିବା ସମ୍ପର୍କରେ ସୂଚନା ଦିଆଯାଇଥିଲା । ଶେଷରେ ଧନ୍ୟବାଦ ଅର୍ପଣ କରାଯାଇଥିଲା ।: [1039, 959, 1325, 1116]
- meeting-photo: [739, 1651, 1013, 1806]
